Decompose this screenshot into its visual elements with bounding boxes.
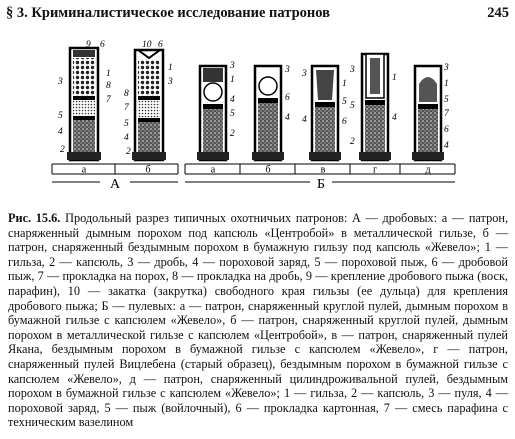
callout: 3 <box>302 69 307 79</box>
label-a-a: а <box>81 164 87 176</box>
callout: 4 <box>302 115 307 125</box>
caption-title: Рис. 15.6. <box>8 211 61 225</box>
cartridge-b5 <box>412 66 444 160</box>
callout: 6 <box>100 40 105 50</box>
callout: 2 <box>126 147 131 157</box>
label-b-d: д <box>425 164 431 176</box>
callout: 1 <box>342 79 347 89</box>
cartridge-b1 <box>197 66 229 160</box>
callout: 3 <box>444 63 449 73</box>
group-a-label: А <box>109 177 121 192</box>
callout: 3 <box>168 77 173 87</box>
callout: 4 <box>392 113 397 123</box>
callout: 2 <box>350 137 355 147</box>
cartridge-b4 <box>359 54 391 160</box>
label-a-b: б <box>145 164 151 176</box>
label-b-b: б <box>265 164 271 176</box>
callout: 8 <box>106 81 111 91</box>
callout: 3 <box>285 65 290 75</box>
callout: 7 <box>106 95 111 105</box>
callout: 1 <box>168 63 173 73</box>
callouts-b1 <box>229 61 235 139</box>
callout: 4 <box>230 95 235 105</box>
cartridge-figure <box>30 40 465 210</box>
caption-body: Продольный разрез типичных охотничьих патронов: А — дробовых: а — патрон, снаряженный дымным порохом под капсюль «Центробой» в металлической гильзе, б — патрон, снаряженный бездымным порохом в бумажную гильзу под капсюль «Жевело»; 1 — гильза, 2 — капсюль, 3 — дробь, 4 — пороховой заряд, 5 — пороховой пыж, 6 — дробовой пыж, 7 — прокладка на порох, 8 — прокладка на дробь, 9 — крепление дробового пыжа (воск, парафин), 10 — закатка (закрутка) свободного края гильзы (ее дульца) для крепления дробового пыжа; Б — пулевых: а — патрон, снаряженный круглой пулей, дымным порохом в бумажной гильзе с капсюлем «Жевело», б — патрон, снаряженный круглой пулей, дымным порохом в металлической гильзе с капсюлем «Центробой», в — патрон, снаряженный пулей Якана, бездымным порохом в бумажной гильзе с капсюлем «Жевело», г — патрон, снаряженный пулей Вицлебена (старый образец), бездымным порохом в бумажной гильзе с капсюлем «Жевело», д — патрон, снаряженный цилиндроживальной пулей, бездымным порохом в бумажной гильзе с капсюлем «Жевело»; 1 — гильза, 2 — капсюль, 3 — пуля, 4 — пороховой заряд, 5 — пыж (войлочный), 6 — прокладка картонная, 7 — смесь парафина с техническим вазелином <box>8 211 509 430</box>
callout: 4 <box>58 127 63 137</box>
callout: 3 <box>230 61 235 71</box>
callout: 3 <box>58 77 63 87</box>
callout: 4 <box>444 141 449 151</box>
callout: 5 <box>230 109 235 119</box>
callout: 7 <box>124 103 129 113</box>
figure-caption <box>8 211 508 430</box>
callout: 5 <box>124 119 129 129</box>
callout: 1 <box>106 69 111 79</box>
callout: 5 <box>58 111 63 121</box>
label-b-a: а <box>210 164 216 176</box>
callout: 6 <box>158 40 163 50</box>
callout: 5 <box>350 101 355 111</box>
group-b-label: Б <box>316 177 326 192</box>
label-b-v: в <box>320 164 326 176</box>
callout: 1 <box>230 75 235 85</box>
baseline-a <box>52 164 178 174</box>
callout: 1 <box>444 79 449 89</box>
cartridge-a1 <box>67 48 101 160</box>
callout: 10 <box>142 40 152 50</box>
cartridge-b2 <box>252 66 284 160</box>
callout: 5 <box>342 97 347 107</box>
callout: 3 <box>350 65 355 75</box>
cartridge-a2 <box>132 50 166 160</box>
callouts-b2 <box>284 65 290 123</box>
callout: 6 <box>285 93 290 103</box>
callout: 4 <box>124 133 129 143</box>
callout: 2 <box>60 145 65 155</box>
callout: 5 <box>444 95 449 105</box>
cartridge-b3 <box>309 66 341 160</box>
callout: 6 <box>342 117 347 127</box>
callout: 6 <box>444 125 449 135</box>
page-number: 245 <box>487 5 509 21</box>
callout: 4 <box>285 113 290 123</box>
callout: 9 <box>86 40 91 50</box>
label-b-g: г <box>372 164 378 176</box>
callout: 1 <box>392 73 397 83</box>
callout: 7 <box>444 109 449 119</box>
cartridge-diagram <box>30 40 465 210</box>
callout: 2 <box>230 129 235 139</box>
callouts-b5 <box>443 63 450 151</box>
page-header <box>6 5 509 25</box>
section-title: § 3. Криминалистическое исследование патронов <box>6 5 330 21</box>
callout: 8 <box>124 89 129 99</box>
